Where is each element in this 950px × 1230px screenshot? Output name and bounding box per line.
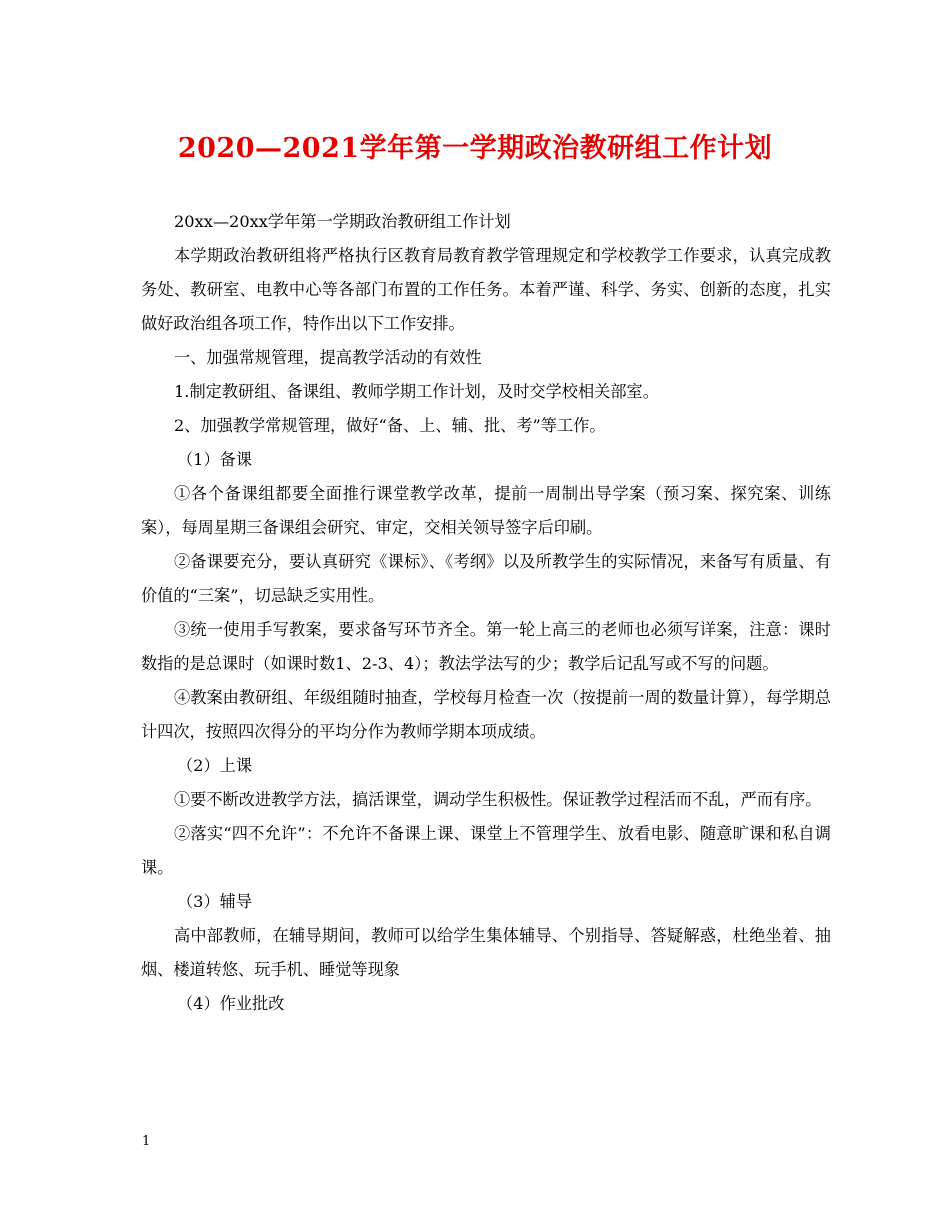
document-title: 2020—2021学年第一学期政治教研组工作计划 bbox=[177, 133, 773, 164]
subheading-tutoring: （3）辅导 bbox=[177, 892, 253, 911]
section-heading: 一、加强常规管理，提高教学活动的有效性 bbox=[174, 348, 482, 367]
paragraph-item-2: 2、加强教学常规管理，做好“备、上、辅、批、考”等工作。 bbox=[174, 416, 606, 435]
paragraph-prep-1: ①各个备课组都要全面推行课堂教学改革，提前一周制出导学案（预习案、探究案、训练案），每周星期三备课组会研究、审定，交相关领导签字后印刷。 bbox=[141, 484, 831, 537]
subheading-class: （2）上课 bbox=[177, 756, 253, 775]
page-number: 1 bbox=[142, 1134, 151, 1149]
paragraph-prep-3: ③统一使用手写教案，要求备写环节齐全。第一轮上高三的老师也必须写详案，注意：课时数指的是总课时（如课时数1、2-3、4）；教法学法写的少；教学后记乱写或不写的问题。 bbox=[141, 620, 831, 673]
paragraph-tutoring: 高中部教师，在辅导期间，教师可以给学生集体辅导、个别指导、答疑解惑，杜绝坐着、抽烟、楼道转悠、玩手机、睡觉等现象 bbox=[141, 926, 831, 979]
subheading-homework: （4）作业批改 bbox=[177, 994, 285, 1013]
paragraph-prep-2: ②备课要充分，要认真研究《课标》、《考纲》以及所教学生的实际情况，来备写有质量、有价值的“三案”，切忌缺乏实用性。 bbox=[141, 552, 831, 605]
paragraph-intro: 本学期政治教研组将严格执行区教育局教育教学管理规定和学校教学工作要求，认真完成教务处、教研室、电教中心等各部门布置的工作任务。本着严谨、科学、务实、创新的态度，扎实做好政治组各项工作，特作出以下工作安排。 bbox=[141, 246, 831, 333]
paragraph-item-1: 1.制定教研组、备课组、教师学期工作计划，及时交学校相关部室。 bbox=[174, 382, 659, 401]
paragraph-class-1: ①要不断改进教学方法，搞活课堂，调动学生积极性。保证教学过程活而不乱，严而有序。 bbox=[174, 790, 822, 809]
paragraph-prep-4: ④教案由教研组、年级组随时抽查，学校每月检查一次（按提前一周的数量计算），每学期总计四次，按照四次得分的平均分作为教师学期本项成绩。 bbox=[141, 688, 831, 741]
subheading-lesson-prep: （1）备课 bbox=[177, 450, 253, 469]
document-body bbox=[141, 205, 831, 1021]
paragraph-class-2: ②落实“四不允许”：不允许不备课上课、课堂上不管理学生、放看电影、随意旷课和私自调课。 bbox=[141, 824, 831, 877]
paragraph-subtitle: 20xx—20xx学年第一学期政治教研组工作计划 bbox=[174, 212, 511, 231]
